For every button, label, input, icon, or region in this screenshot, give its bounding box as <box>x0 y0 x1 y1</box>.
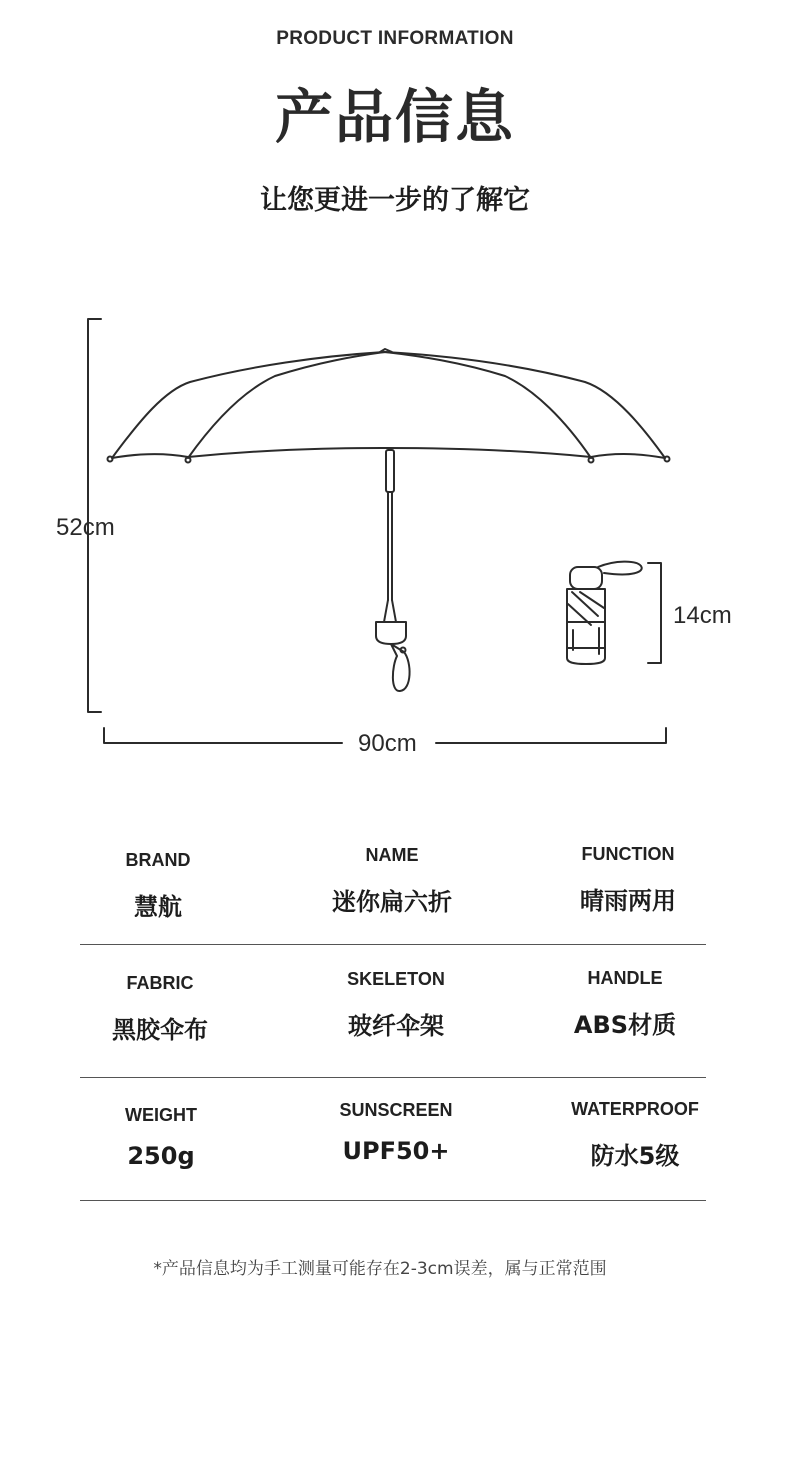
folded-umbrella-icon <box>567 562 642 664</box>
spec-label: HANDLE <box>587 968 663 988</box>
page-subtitle: 让您更进一步的了解它 <box>260 185 530 216</box>
umbrella-diagram <box>0 300 790 760</box>
spec-value: ABS材质 <box>573 1011 677 1039</box>
spec-value: 慧航 <box>134 893 182 921</box>
spec-label: SKELETON <box>347 969 445 989</box>
folded-bracket <box>648 563 661 663</box>
height-dimension-label: 52cm <box>56 514 115 541</box>
spec-label: WEIGHT <box>125 1105 197 1125</box>
spec-value: 防水5级 <box>590 1142 680 1170</box>
table-divider <box>80 1200 706 1201</box>
width-bracket-right <box>436 728 666 743</box>
spec-waterproof <box>515 1099 755 1171</box>
spec-brand <box>38 850 278 922</box>
spec-label: FABRIC <box>126 973 194 993</box>
open-umbrella-icon <box>108 349 670 691</box>
width-bracket-left <box>104 728 342 743</box>
spec-value: 迷你扁六折 <box>332 888 452 916</box>
spec-value: 黑胶伞布 <box>112 1016 208 1044</box>
spec-function <box>508 844 748 916</box>
spec-name <box>272 845 512 917</box>
measurement-footnote: *产品信息均为手工测量可能存在2-3cm误差，属与正常范围 <box>153 1259 607 1279</box>
spec-skeleton <box>276 969 516 1041</box>
spec-fabric <box>40 973 280 1045</box>
spec-handle <box>505 968 745 1040</box>
spec-value: UPF50+ <box>342 1137 450 1165</box>
spec-value: 250g <box>127 1142 195 1170</box>
page-title: 产品信息 <box>274 83 515 151</box>
eyebrow-heading: PRODUCT INFORMATION <box>276 28 514 49</box>
folded-length-label: 14cm <box>673 602 732 629</box>
spec-sunscreen <box>276 1100 516 1165</box>
width-dimension-label: 90cm <box>358 730 417 757</box>
spec-label: BRAND <box>125 850 191 870</box>
spec-value: 玻纤伞架 <box>348 1012 444 1040</box>
table-divider <box>80 944 706 945</box>
spec-weight <box>41 1105 281 1170</box>
spec-label: NAME <box>365 845 419 865</box>
spec-label: SUNSCREEN <box>339 1100 453 1120</box>
spec-label: WATERPROOF <box>571 1099 699 1119</box>
spec-label: FUNCTION <box>581 844 675 864</box>
table-divider <box>80 1077 706 1078</box>
spec-value: 晴雨两用 <box>580 887 676 915</box>
